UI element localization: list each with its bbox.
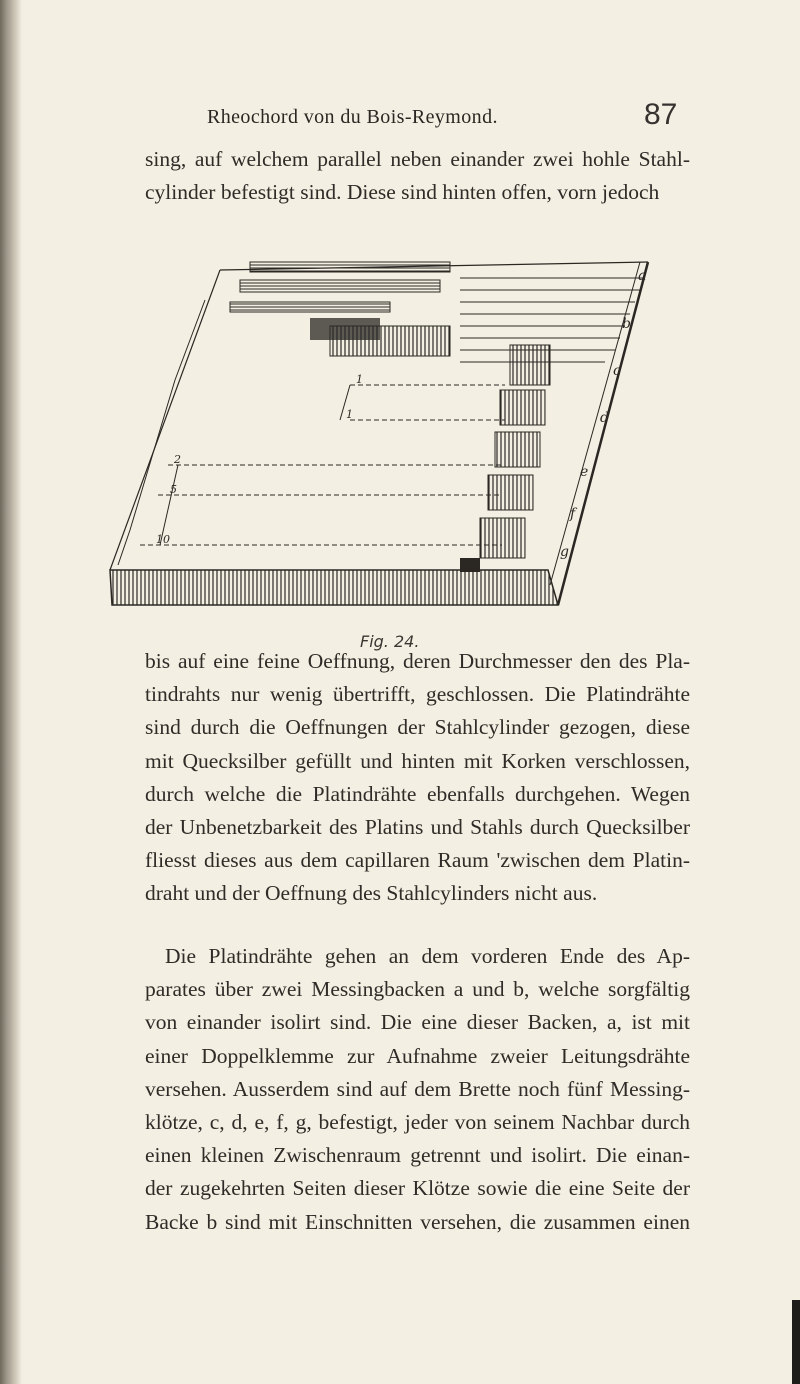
label-g: g: [560, 544, 569, 560]
scale-label-1a: 1: [356, 373, 363, 386]
text-line: durch welche die Platindrähte ebenfalls durchgehen. Wegen: [145, 781, 690, 806]
label-e: e: [580, 464, 589, 480]
page-number: 87: [644, 98, 678, 131]
wires: [118, 278, 645, 565]
label-a: a: [638, 268, 647, 284]
text-line: einen kleinen Zwischenraum getrennt und isolirt. Die einan-: [145, 1143, 690, 1168]
text-line: Die Platindrähte gehen an dem vorderen Ende des Ap-: [165, 944, 690, 968]
scale-label-5: 5: [170, 483, 177, 496]
block-labels: [560, 268, 646, 560]
paragraph-2: [145, 645, 690, 911]
text-line: parates über zwei Messingbacken a und b, welche sorgfältig: [145, 977, 690, 1002]
text-line: der Unbenetzbarkeit des Platins und Stahls durch Quecksilber: [145, 815, 690, 840]
paragraph-1: [145, 143, 690, 209]
steel-cylinders: [230, 262, 450, 356]
figure-rheochord: [100, 240, 665, 610]
text-line: sind durch die Oeffnungen der Stahlcylinder gezogen, diese: [145, 715, 690, 740]
text-line: tindrahts nur wenig übertrifft, geschlossen. Die Platindrähte: [145, 682, 690, 707]
label-f: f: [570, 506, 576, 522]
text-line: klötze, c, d, e, f, g, befestigt, jeder von seinem Nachbar durch: [145, 1110, 690, 1135]
text-line: draht und der Oeffnung des Stahlcylinders nicht aus.: [145, 881, 598, 906]
text-line: bis auf eine feine Oeffnung, deren Durchmesser den des Pla-: [145, 649, 690, 673]
scale-label-2: 2: [174, 453, 181, 466]
figure-caption: Fig. 24.: [360, 632, 420, 651]
text-line: der zugekehrten Seiten dieser Klötze sowie die eine Seite der: [145, 1176, 690, 1201]
scale-label-1b: 1: [346, 408, 353, 421]
label-b: b: [622, 316, 631, 332]
scale-labels: [156, 373, 363, 546]
brass-blocks: [460, 345, 550, 572]
text-line: versehen. Ausserdem sind auf dem Brette noch fünf Messing-: [145, 1076, 690, 1101]
rheochord-drawing: [100, 240, 665, 610]
running-head: [0, 98, 800, 138]
running-title: Rheochord von du Bois-Reymond.: [207, 106, 498, 128]
text-line: cylinder befestigt sind. Diese sind hinten offen, vorn jedoch: [145, 180, 660, 205]
label-c: c: [613, 363, 621, 379]
label-d: d: [600, 410, 609, 426]
text-line: einer Doppelklemme zur Aufnahme zweier Leitungsdrähte: [145, 1043, 690, 1068]
text-line: sing, auf welchem parallel neben einander zwei hohle Stahl-: [145, 147, 690, 171]
book-spine-shadow: [0, 0, 22, 1384]
text-line: von einander isolirt sind. Die eine dieser Backen, a, ist mit: [145, 1010, 690, 1035]
scale-label-10: 10: [156, 533, 170, 546]
text-line: Backe b sind mit Einschnitten versehen, die zusammen einen: [145, 1209, 690, 1234]
text-line: fliesst dieses aus dem capillaren Raum 'zwischen dem Platin-: [145, 848, 690, 873]
text-line: mit Quecksilber gefüllt und hinten mit Korken verschlossen,: [145, 748, 690, 773]
paragraph-3: [145, 940, 690, 1239]
page-edge-mark: [792, 1300, 800, 1384]
